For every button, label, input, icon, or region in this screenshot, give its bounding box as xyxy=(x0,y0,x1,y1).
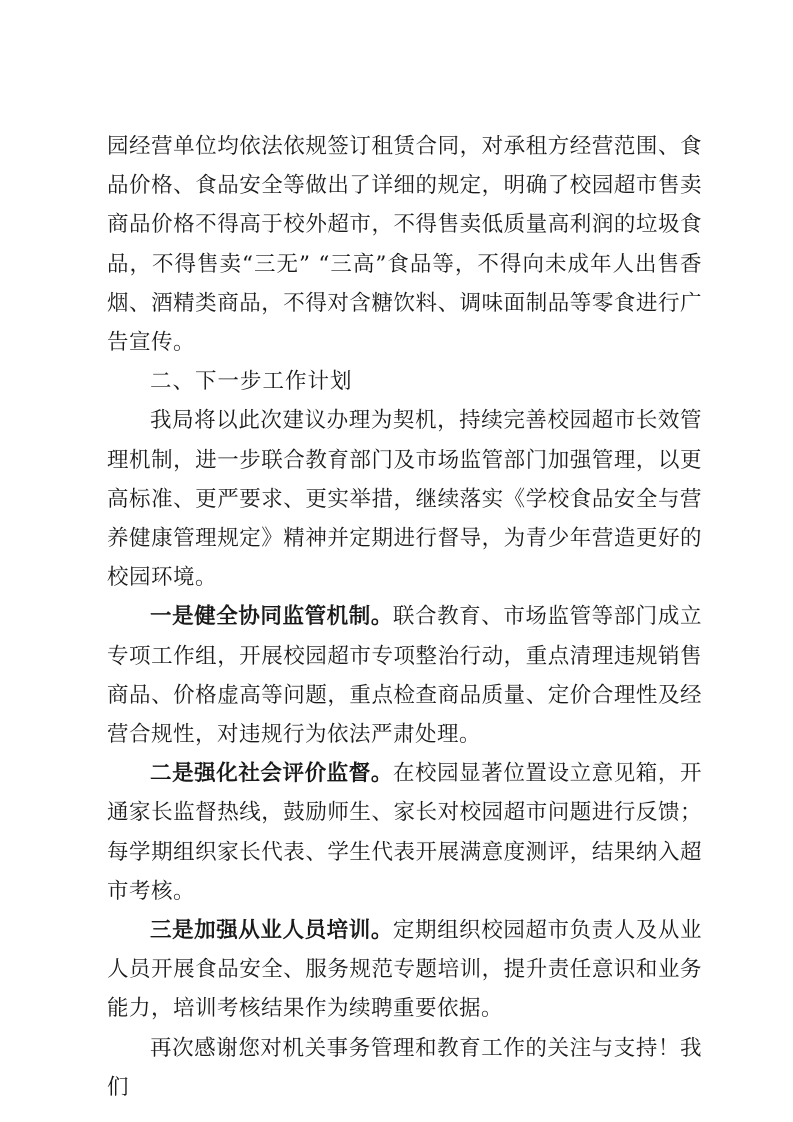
paragraph-closing: 再次感谢您对机关事务管理和教育工作的关注与支持！我们 xyxy=(107,1035,702,1100)
paragraph-measure-2 xyxy=(107,754,702,911)
measure-2-lead: 二是强化社会评价监督。 xyxy=(150,761,393,787)
paragraph-contract-regulations: 园经营单位均依法依规签订租赁合同，对承租方经营范围、食品价格、食品安全等做出了详细的规定，明确了校园超市售卖商品价格不得高于校外超市，不得售卖低质量高利润的垃圾食品，不得售卖“三无” “三高”食品等，不得向未成年人出售香烟、酒精类商品，不得对含糖饮料、调味面制品等零食进行广告宣传。 xyxy=(107,134,702,356)
measure-3-body: 定期组织校园超市负责人及从业人员开展食品安全、服务规范专题培训，提升责任意识和业务能力，培训考核结果作为续聘重要依据。 xyxy=(107,918,702,1022)
paragraph-work-plan: 我局将以此次建议办理为契机，持续完善校园超市长效管理机制，进一步联合教育部门及市场监管部门加强管理，以更高标准、更严要求、更实举措，继续落实《学校食品安全与营养健康管理规定》精神并定期进行督导，为青少年营造更好的校园环境。 xyxy=(107,408,702,591)
measure-2-body: 在校园显著位置设立意见箱，开通家长监督热线，鼓励师生、家长对校园超市问题进行反馈；每学期组织家长代表、学生代表开展满意度测评，结果纳入超市考核。 xyxy=(107,761,702,904)
paragraph-measure-1 xyxy=(107,597,702,754)
document-page xyxy=(107,127,702,1107)
section-heading-next-steps: 二、下一步工作计划 xyxy=(150,369,353,395)
measure-1-lead: 一是健全协同监管机制。 xyxy=(150,604,393,630)
measure-3-lead: 三是加强从业人员培训。 xyxy=(150,918,393,944)
measure-1-body: 联合教育、市场监管等部门成立专项工作组，开展校园超市专项整治行动，重点清理违规销售商品、价格虚高等问题，重点检查商品质量、定价合理性及经营合规性，对违规行为依法严肃处理。 xyxy=(107,604,702,748)
paragraph-measure-3 xyxy=(107,911,702,1029)
